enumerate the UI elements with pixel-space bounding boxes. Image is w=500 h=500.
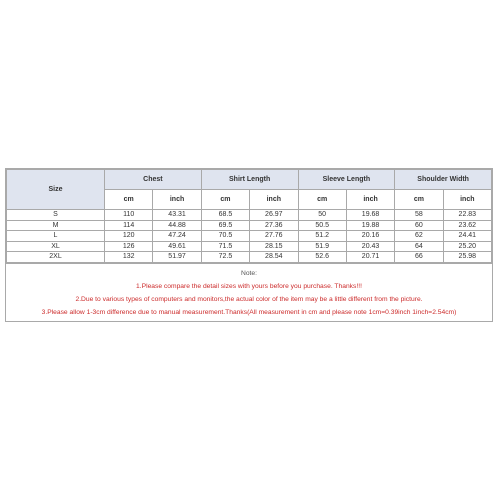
note-line: 2.Due to various types of computers and monitors,the actual color of the item may be a little different from the picture. <box>75 295 423 303</box>
measurement-cell: 71.5 <box>201 241 249 252</box>
table-row <box>7 210 492 221</box>
measurement-cell: 44.88 <box>153 220 201 231</box>
measurement-cell: 43.31 <box>153 210 201 221</box>
measurement-cell: 58 <box>395 210 443 221</box>
measurement-cell: 28.15 <box>250 241 298 252</box>
header-row <box>7 170 492 190</box>
measurement-cell: 69.5 <box>201 220 249 231</box>
measurement-cell: 72.5 <box>201 252 249 263</box>
measurement-cell: 28.54 <box>250 252 298 263</box>
measurement-cell: 62 <box>395 231 443 242</box>
notes-section <box>6 263 492 321</box>
unit-cm: cm <box>201 190 249 210</box>
size-cell: L <box>7 231 105 242</box>
unit-inch: inch <box>250 190 298 210</box>
note-line: 1.Please compare the detail sizes with yours before you purchase. Thanks!!! <box>136 282 362 290</box>
table-row <box>7 231 492 242</box>
measurement-cell: 120 <box>105 231 153 242</box>
measurement-cell: 27.76 <box>250 231 298 242</box>
measurement-cell: 68.5 <box>201 210 249 221</box>
measurement-cell: 126 <box>105 241 153 252</box>
size-cell: XL <box>7 241 105 252</box>
measurement-cell: 49.61 <box>153 241 201 252</box>
measurement-cell: 47.24 <box>153 231 201 242</box>
measurement-cell: 51.97 <box>153 252 201 263</box>
size-chart <box>5 168 493 322</box>
size-table <box>6 169 492 263</box>
measurement-cell: 114 <box>105 220 153 231</box>
measurement-cell: 22.83 <box>443 210 491 221</box>
size-cell: S <box>7 210 105 221</box>
measurement-cell: 64 <box>395 241 443 252</box>
unit-cm: cm <box>105 190 153 210</box>
shirt-length-header: Shirt Length <box>201 170 298 190</box>
size-cell: 2XL <box>7 252 105 263</box>
measurement-cell: 60 <box>395 220 443 231</box>
shoulder-width-header: Shoulder Width <box>395 170 492 190</box>
table-row <box>7 252 492 263</box>
chest-header: Chest <box>105 170 202 190</box>
measurement-cell: 66 <box>395 252 443 263</box>
note-line: 3.Please allow 1-3cm difference due to manual measurement.Thanks(All measurement in cm and please note 1cm=0.39inch 1inch=2.54cm) <box>41 308 457 316</box>
measurement-cell: 70.5 <box>201 231 249 242</box>
measurement-cell: 50.5 <box>298 220 346 231</box>
measurement-cell: 20.43 <box>346 241 394 252</box>
measurement-cell: 27.36 <box>250 220 298 231</box>
measurement-cell: 26.97 <box>250 210 298 221</box>
measurement-cell: 132 <box>105 252 153 263</box>
table-row <box>7 220 492 231</box>
size-cell: M <box>7 220 105 231</box>
table-row <box>7 241 492 252</box>
measurement-cell: 23.62 <box>443 220 491 231</box>
measurement-cell: 24.41 <box>443 231 491 242</box>
size-column-header: Size <box>7 170 105 210</box>
measurement-cell: 20.16 <box>346 231 394 242</box>
unit-cm: cm <box>395 190 443 210</box>
sleeve-length-header: Sleeve Length <box>298 170 395 190</box>
unit-inch: inch <box>153 190 201 210</box>
measurement-cell: 51.2 <box>298 231 346 242</box>
unit-inch: inch <box>346 190 394 210</box>
measurement-cell: 110 <box>105 210 153 221</box>
measurement-cell: 50 <box>298 210 346 221</box>
measurement-cell: 19.68 <box>346 210 394 221</box>
measurement-cell: 25.20 <box>443 241 491 252</box>
unit-cm: cm <box>298 190 346 210</box>
measurement-cell: 51.9 <box>298 241 346 252</box>
measurement-cell: 25.98 <box>443 252 491 263</box>
measurement-cell: 20.71 <box>346 252 394 263</box>
unit-inch: inch <box>443 190 491 210</box>
notes-title: Note: <box>241 269 257 277</box>
measurement-cell: 19.88 <box>346 220 394 231</box>
measurement-cell: 52.6 <box>298 252 346 263</box>
